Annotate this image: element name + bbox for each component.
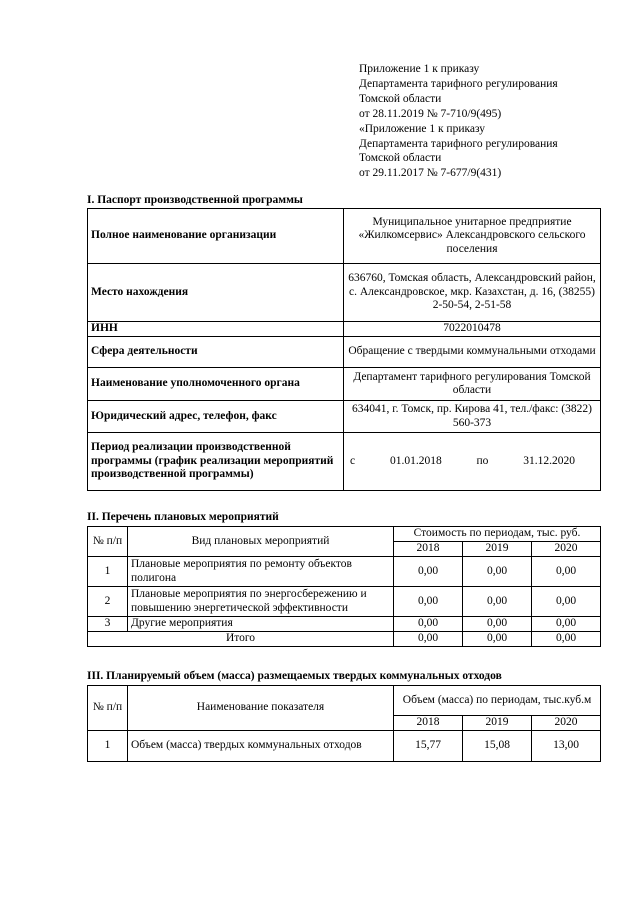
- measures-title: II. Перечень плановых мероприятий: [87, 511, 279, 523]
- table-row: [88, 368, 601, 401]
- total-value: 0,00: [532, 632, 601, 647]
- year-header: 2020: [532, 542, 601, 557]
- row-value: 0,00: [394, 557, 463, 587]
- row-value: Департамент тарифного регулирования Томской области: [344, 368, 601, 401]
- table-row: [88, 337, 601, 368]
- period-to: 31.12.2020: [523, 454, 575, 467]
- period-value: [344, 433, 601, 491]
- row-value: Муниципальное унитарное предприятие «Жилкомсервис» Александровского сельского поселения: [344, 209, 601, 264]
- appendix-line: Департамента тарифного регулирования: [359, 77, 558, 90]
- appendix-line: от 29.11.2017 № 7-677/9(431): [359, 167, 502, 180]
- total-value: 0,00: [463, 632, 532, 647]
- table-row: [88, 731, 601, 762]
- year-header: 2020: [532, 716, 601, 731]
- passport-table: [87, 208, 601, 491]
- table-row: [88, 557, 601, 587]
- row-value: 0,00: [463, 617, 532, 632]
- volume-header: Объем (масса) по периодам, тыс.куб.м: [394, 686, 601, 716]
- row-value: 0,00: [532, 617, 601, 632]
- appendix-line: от 28.11.2019 № 7-710/9(495): [359, 107, 502, 120]
- row-number: 1: [88, 557, 128, 587]
- volume-table: [87, 685, 601, 762]
- row-name: Плановые мероприятия по энергосбережению и повышению энергетической эффективности: [128, 587, 394, 617]
- row-name: Объем (масса) твердых коммунальных отходов: [128, 731, 394, 762]
- row-value: 0,00: [394, 587, 463, 617]
- period-from-word: с: [350, 454, 356, 467]
- table-row: [88, 433, 601, 491]
- appendix-line: Приложение 1 к приказу: [359, 63, 480, 75]
- year-header: 2018: [394, 542, 463, 557]
- row-value: 15,08: [463, 731, 532, 762]
- row-label: Юридический адрес, телефон, факс: [88, 401, 344, 433]
- row-value: 13,00: [532, 731, 601, 762]
- total-value: 0,00: [394, 632, 463, 647]
- period-label: Период реализации производственной программы (график реализации мероприятий производственной программы): [88, 433, 344, 491]
- row-value: 0,00: [463, 587, 532, 617]
- period-from: 01.01.2018: [389, 454, 442, 467]
- period-to-word: по: [476, 454, 489, 467]
- row-value: 634041, г. Томск, пр. Кирова 41, тел./факс: (3822) 560-373: [344, 401, 601, 433]
- total-row: [88, 632, 601, 647]
- row-value: 0,00: [532, 587, 601, 617]
- row-value: 636760, Томская область, Александровский район, с. Александровское, мкр. Казахстан, д. 16, (38255) 2-50-54, 2-51-58: [344, 264, 601, 322]
- table-row: [88, 209, 601, 264]
- num-header: № п/п: [88, 527, 128, 557]
- num-header: № п/п: [88, 686, 128, 731]
- row-label: Полное наименование организации: [88, 209, 344, 264]
- year-header: 2019: [463, 716, 532, 731]
- passport-title: I. Паспорт производственной программы: [87, 194, 303, 206]
- row-value: 0,00: [394, 617, 463, 632]
- cost-header: Стоимость по периодам, тыс. руб.: [394, 527, 601, 542]
- table-header-row: [88, 527, 601, 542]
- measures-table: [87, 526, 601, 647]
- appendix-line: Томской области: [359, 152, 442, 165]
- total-label: Итого: [88, 632, 394, 647]
- appendix-header: [359, 62, 558, 181]
- row-name: Другие мероприятия: [128, 617, 394, 632]
- year-header: 2018: [394, 716, 463, 731]
- row-label: Наименование уполномоченного органа: [88, 368, 344, 401]
- row-label: ИНН: [88, 322, 344, 337]
- row-number: 2: [88, 587, 128, 617]
- name-header: Наименование показателя: [128, 686, 394, 731]
- row-name: Плановые мероприятия по ремонту объектов полигона: [128, 557, 394, 587]
- name-header: Вид плановых мероприятий: [128, 527, 394, 557]
- row-label: Место нахождения: [88, 264, 344, 322]
- table-row: [88, 617, 601, 632]
- table-header-row: [88, 686, 601, 716]
- row-label: Сфера деятельности: [88, 337, 344, 368]
- appendix-line: Департамента тарифного регулирования: [359, 137, 558, 150]
- table-row: [88, 264, 601, 322]
- row-value: Обращение с твердыми коммунальными отходами: [344, 337, 601, 368]
- row-value: 0,00: [532, 557, 601, 587]
- table-row: [88, 401, 601, 433]
- table-row: [88, 587, 601, 617]
- year-header: 2019: [463, 542, 532, 557]
- row-value: 15,77: [394, 731, 463, 762]
- row-number: 3: [88, 617, 128, 632]
- row-number: 1: [88, 731, 128, 762]
- table-row: [88, 322, 601, 337]
- appendix-line: «Приложение 1 к приказу: [359, 122, 486, 135]
- appendix-line: Томской области: [359, 92, 442, 105]
- row-value: 7022010478: [344, 322, 601, 337]
- volume-title: III. Планируемый объем (масса) размещаемых твердых коммунальных отходов: [87, 670, 502, 682]
- row-value: 0,00: [463, 557, 532, 587]
